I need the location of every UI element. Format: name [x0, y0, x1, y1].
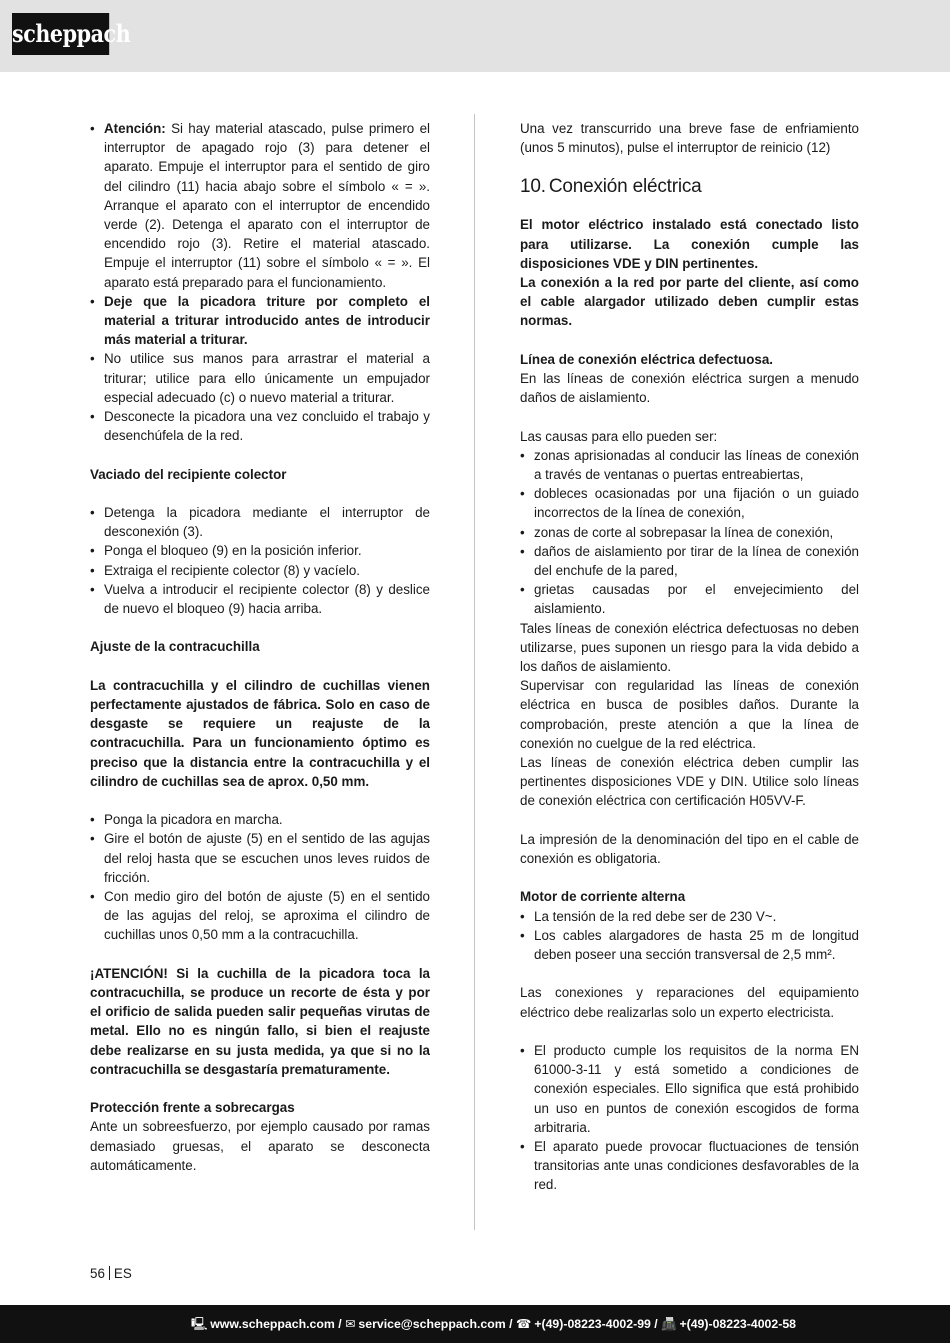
fax-number: +(49)-08223-4002-58 [679, 1317, 796, 1331]
electrician-paragraph: Las conexiones y reparaciones del equipamiento eléctrico debe realizarlas solo un experto electricista. [520, 985, 859, 1020]
list-item: • Gire el botón de ajuste (5) en el sentido de las agujas del reloj hasta que se escuchen unos leves ruidos de fricción. [90, 829, 430, 887]
defective-line-heading: Línea de conexión eléctrica defectuosa. [520, 351, 774, 367]
list-item: • Ponga el bloqueo (9) en la posición inferior. [90, 541, 430, 560]
header-bar [0, 0, 950, 72]
footer-bar [0, 1305, 950, 1343]
defective-lines-warning: Tales líneas de conexión eléctrica defectuosas no deben utilizarse, pues suponen un riesgo para la vida debido a los daños de aislamiento. [520, 620, 859, 675]
scheppach-logo: scheppach [12, 13, 109, 55]
list-item: • zonas aprisionadas al conducir las líneas de conexión a través de ventanas o puertas entreabiertas, [520, 446, 859, 484]
list-item: • La tensión de la red debe ser de 230 V~. [520, 907, 859, 926]
ajuste-heading: Ajuste de la contracuchilla [90, 639, 260, 655]
inspection-paragraph: Supervisar con regularidad las líneas de conexión eléctrica en busca de posibles daños. Durante la comprobación, preste atención a que la línea de conexión no cuelgue de la red eléctrica. [520, 678, 859, 751]
causes-intro: Las causas para ello pueden ser: [520, 428, 718, 444]
phone-number: +(49)-08223-4002-99 [534, 1317, 651, 1331]
list-item: • Desconecte la picadora una vez concluido el trabajo y desenchúfela de la red. [90, 407, 430, 445]
column-divider [474, 114, 475, 1230]
proteccion-paragraph: Ante un sobreesfuerzo, por ejemplo causado por ramas demasiado gruesas, el aparato se desconecta automáticamente. [90, 1119, 430, 1173]
standards-paragraph: Las líneas de conexión eléctrica deben cumplir las pertinentes disposiciones VDE y DIN. Utilice solo líneas de conexión eléctrica con certificación H05VV-F. [520, 755, 859, 809]
ac-motor-heading: Motor de corriente alterna [520, 889, 686, 905]
list-item: • El aparato puede provocar fluctuaciones de tensión transitorias ante unas condiciones desfavorables de la red. [520, 1137, 859, 1195]
monitor-icon: 🖳 [190, 1317, 208, 1331]
list-item: • zonas de corte al sobrepasar la línea de conexión, [520, 523, 859, 542]
envelope-icon: ✉ [345, 1317, 356, 1331]
list-item: • Ponga la picadora en marcha. [90, 810, 430, 829]
causes-list [520, 446, 859, 619]
left-column [90, 119, 430, 1175]
vaciado-heading: Vaciado del recipiente colector [90, 466, 287, 482]
list-item: • grietas causadas por el envejecimiento del aislamiento. [520, 580, 859, 618]
right-column [520, 119, 859, 1195]
type-print-paragraph: La impresión de la denominación del tipo en el cable de conexión es obligatoria. [520, 831, 859, 867]
vaciado-list [90, 503, 430, 618]
ac-motor-list [520, 907, 859, 965]
list-item: • Los cables alargadores de hasta 25 m de longitud deben poseer una sección transversal de 2,5 mm². [520, 926, 859, 964]
defective-line-paragraph: En las líneas de conexión eléctrica surgen a menudo daños de aislamiento. [520, 371, 859, 406]
list-item: • Extraiga el recipiente colector (8) y vacíelo. [90, 561, 430, 580]
section-heading [520, 175, 859, 198]
phone-icon: ☎ [515, 1317, 532, 1331]
list-item: • No utilice sus manos para arrastrar el material a triturar; utilice para ello únicamente un empujador especial adecuado (c) o nuevo material a triturar. [90, 349, 430, 407]
motor-installed-paragraph: El motor eléctrico instalado está conectado listo para utilizarse. La conexión cumple las disposiciones VDE y DIN pertinentes. [520, 217, 859, 271]
list-item: • daños de aislamiento por tirar de la línea de conexión del enchufe de la pared, [520, 542, 859, 580]
page-number: 56 ES [90, 1266, 132, 1281]
proteccion-heading: Protección frente a sobrecargas [90, 1100, 295, 1116]
list-item: • Vuelva a introducir el recipiente colector (8) y deslice de nuevo el bloqueo (9) hacia arriba. [90, 580, 430, 618]
ajuste-list [90, 810, 430, 944]
list-item: • El producto cumple los requisitos de la norma EN 61000-3-11 y está sometido a condiciones de conexión especiales. Ello significa que está prohibido un uso en puntos de conexión escogidos de forma arbitraria. [520, 1041, 859, 1137]
footer-contact-line: 🖳 www.scheppach.com / ✉ service@scheppach.com / ☎ +(49)-08223-4002-99 / 📠 +(49)-08223-4002-58 [190, 1317, 796, 1331]
list-item: • Con medio giro del botón de ajuste (5) en el sentido de las agujas del reloj, se aproxima el cilindro de cuchillas unos 0,50 mm a la contracuchilla. [90, 887, 430, 945]
client-connection-paragraph: La conexión a la red por parte del cliente, así como el cable alargador utilizado deben cumplir estas normas. [520, 275, 859, 329]
section-title: Conexión eléctrica [548, 176, 702, 198]
list-item: • dobleces ocasionadas por una fijación o un guiado incorrectos de la línea de conexión, [520, 484, 859, 522]
website-link[interactable]: www.scheppach.com [210, 1317, 335, 1331]
email-link[interactable]: service@scheppach.com [358, 1317, 506, 1331]
page-number-separator [109, 1266, 110, 1280]
ajuste-paragraph: La contracuchilla y el cilindro de cuchillas vienen perfectamente ajustados de fábrica. Solo en caso de desgaste se requiere un reajuste de la contracuchilla. Para un funcionamiento óptimo es preciso que la distancia entre la contracuchilla y el cilindro de cuchillas sea de aprox. 0,50 mm. [90, 677, 430, 789]
product-compliance-list [520, 1041, 859, 1195]
warning-paragraph: ¡ATENCIÓN! Si la cuchilla de la picadora toca la contracuchilla, se produce un recorte de ésta y por el orificio de salida pueden salir pequeñas virutas de metal. Ello no es ningún fallo, si bien el reajuste debe realizarse en su justa medida, ya que si no la contracuchilla se desgastaría prematuramente. [90, 965, 430, 1077]
section-number: 10. [520, 176, 546, 198]
list-item: • Deje que la picadora triture por completo el material a triturar introducido antes de introducir más material a triturar. [90, 292, 430, 350]
operation-notes-list [90, 119, 430, 445]
fax-icon: 📠 [661, 1317, 677, 1331]
list-item: • Detenga la picadora mediante el interruptor de desconexión (3). [90, 503, 430, 541]
cooldown-paragraph: Una vez transcurrido una breve fase de enfriamiento (unos 5 minutos), pulse el interruptor de reinicio (12) [520, 121, 859, 156]
list-item: • Atención: Si hay material atascado, pulse primero el interruptor de apagado rojo (3) para detener el aparato. Empuje el interruptor para el sentido de giro del cilindro (11) hacia abajo sobre el símbolo « = ». Arranque el aparato con el interruptor de encendido verde (2). Detenga el aparato con el interruptor de encendido rojo (3). Retire el material atascado. Empuje el interruptor (11) sobre el símbolo « = ». El aparato está preparado para el funcionamiento. [90, 119, 430, 292]
